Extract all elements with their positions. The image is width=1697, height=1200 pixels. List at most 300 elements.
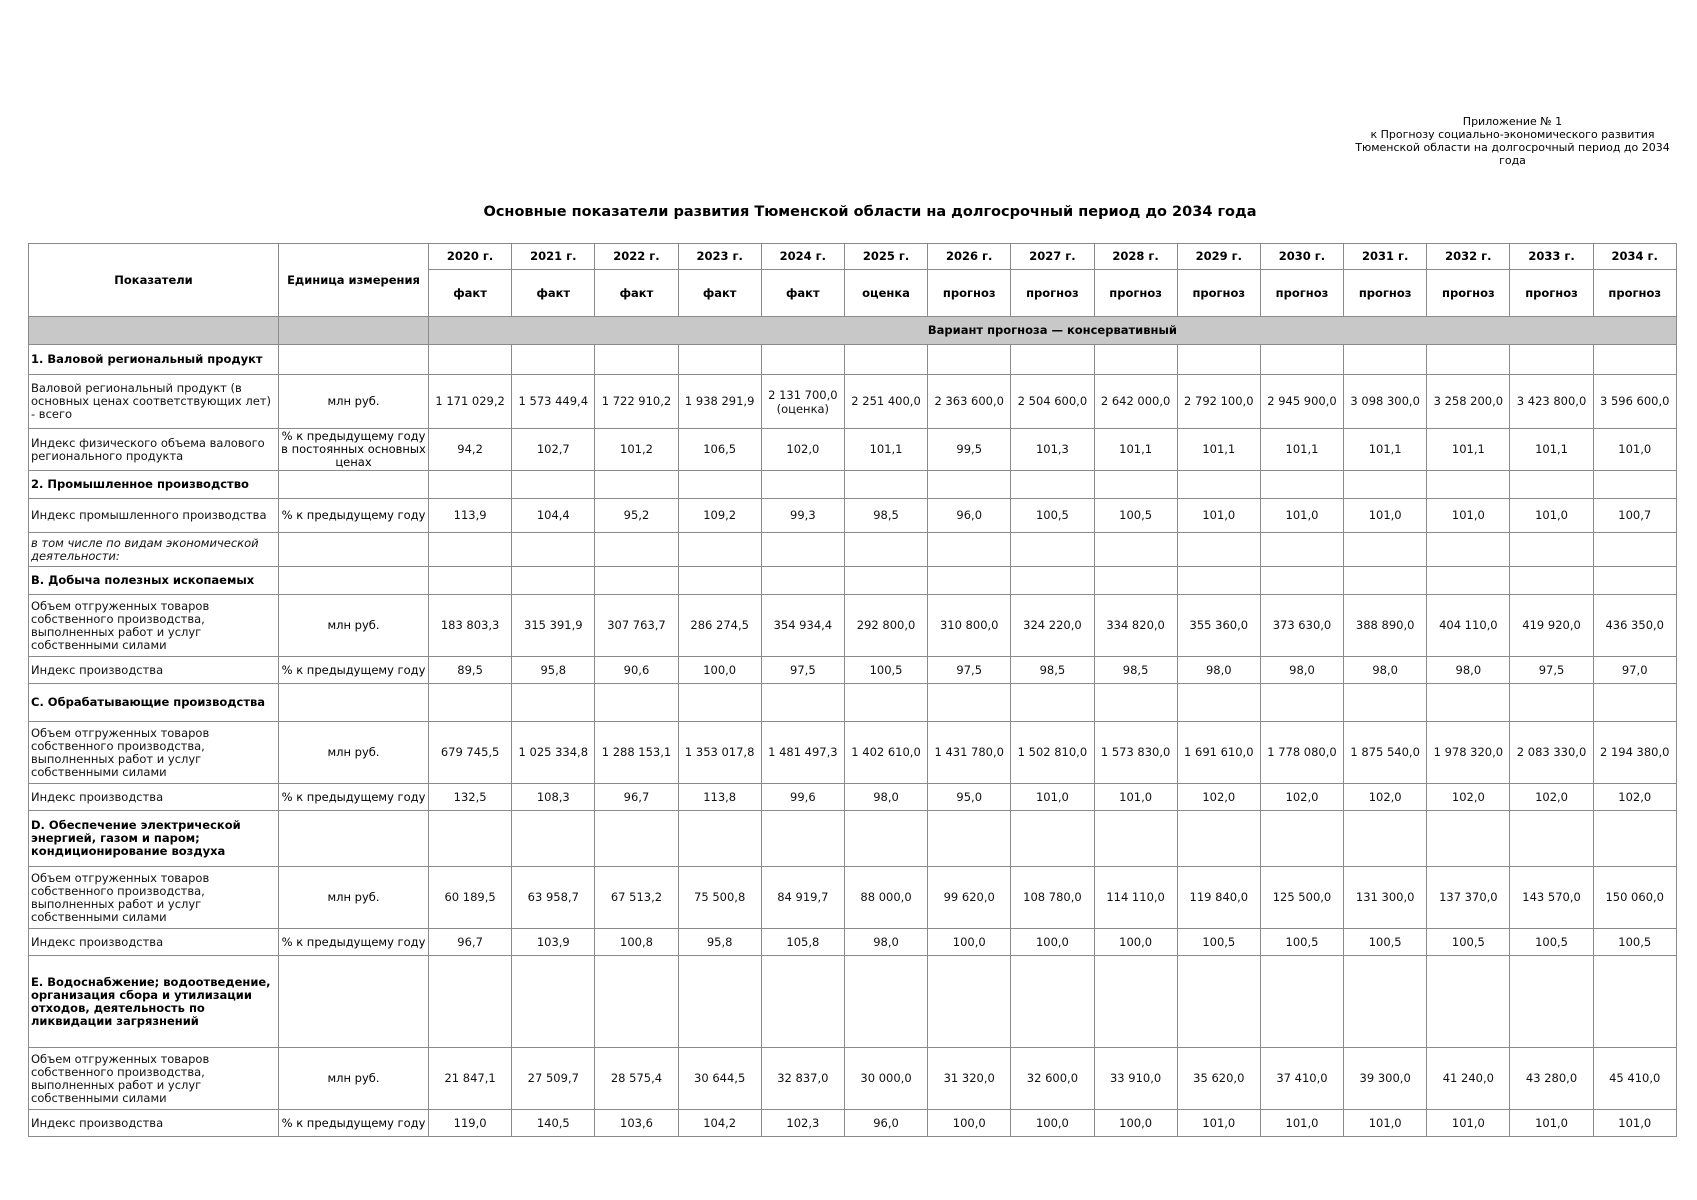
- empty-cell: [678, 345, 761, 375]
- unit-cell: млн руб.: [279, 595, 429, 657]
- value-cell: 100,5: [1344, 929, 1427, 956]
- empty-cell: [512, 811, 595, 867]
- value-cell: 94,2: [429, 429, 512, 471]
- value-cell: 101,1: [1094, 429, 1177, 471]
- value-cell: 32 600,0: [1011, 1048, 1094, 1110]
- empty-cell: [279, 956, 429, 1048]
- empty-cell: [678, 567, 761, 595]
- value-cell: 1 431 780,0: [928, 722, 1011, 784]
- appendix-line-1: Приложение № 1: [1462, 115, 1563, 128]
- indicator-label: Объем отгруженных товаров собственного производства, выполненных работ и услуг собственными силами: [29, 595, 279, 657]
- value-cell: 101,1: [1260, 429, 1343, 471]
- value-cell: 97,5: [761, 657, 844, 684]
- value-cell: 2 642 000,0: [1094, 375, 1177, 429]
- value-cell: 108,3: [512, 784, 595, 811]
- section-title: C. Обрабатывающие производства: [29, 684, 279, 722]
- value-cell: 75 500,8: [678, 867, 761, 929]
- value-cell: 39 300,0: [1344, 1048, 1427, 1110]
- value-cell: 98,0: [1344, 657, 1427, 684]
- empty-cell: [279, 684, 429, 722]
- empty-cell: [1094, 471, 1177, 499]
- value-cell: 315 391,9: [512, 595, 595, 657]
- value-cell: 1 481 497,3: [761, 722, 844, 784]
- empty-cell: [1260, 956, 1343, 1048]
- status-header: факт: [429, 270, 512, 317]
- empty-cell: [761, 811, 844, 867]
- value-cell: 102,0: [1593, 784, 1676, 811]
- empty-cell: [1344, 567, 1427, 595]
- value-cell: 2 945 900,0: [1260, 375, 1343, 429]
- empty-cell: [1177, 471, 1260, 499]
- empty-cell: [928, 567, 1011, 595]
- empty-cell: [844, 471, 927, 499]
- value-cell: [678, 533, 761, 567]
- value-cell: 99,6: [761, 784, 844, 811]
- indicator-label: Валовой региональный продукт (в основных ценах соответствующих лет) - всего: [29, 375, 279, 429]
- value-cell: 99,3: [761, 499, 844, 533]
- value-cell: 101,0: [1260, 1110, 1343, 1137]
- value-cell: 90,6: [595, 657, 678, 684]
- empty-cell: [1427, 567, 1510, 595]
- value-cell: 45 410,0: [1593, 1048, 1676, 1110]
- status-header: прогноз: [1344, 270, 1427, 317]
- empty-cell: [512, 956, 595, 1048]
- value-cell: [1344, 533, 1427, 567]
- indicator-row: [29, 429, 1677, 471]
- indicator-row: [29, 595, 1677, 657]
- value-cell: 3 423 800,0: [1510, 375, 1593, 429]
- empty-cell: [1094, 567, 1177, 595]
- year-header: 2033 г.: [1510, 244, 1593, 270]
- indicator-row: [29, 784, 1677, 811]
- section-row: [29, 956, 1677, 1048]
- value-cell: 102,0: [1177, 784, 1260, 811]
- empty-cell: [1510, 345, 1593, 375]
- value-cell: 102,0: [1510, 784, 1593, 811]
- empty-cell: [429, 811, 512, 867]
- value-cell: [1011, 533, 1094, 567]
- empty-cell: [429, 956, 512, 1048]
- empty-cell: [1344, 684, 1427, 722]
- value-cell: [1177, 533, 1260, 567]
- value-cell: 100,5: [1094, 499, 1177, 533]
- status-header: прогноз: [1510, 270, 1593, 317]
- value-cell: 1 402 610,0: [844, 722, 927, 784]
- value-cell: 355 360,0: [1177, 595, 1260, 657]
- empty-cell: [1011, 471, 1094, 499]
- value-cell: 101,0: [1427, 1110, 1510, 1137]
- empty-cell: [928, 684, 1011, 722]
- value-cell: 137 370,0: [1427, 867, 1510, 929]
- indicator-column-header: Показатели: [29, 244, 279, 317]
- empty-cell: [1094, 684, 1177, 722]
- value-cell: 41 240,0: [1427, 1048, 1510, 1110]
- indicator-label: Индекс производства: [29, 784, 279, 811]
- value-cell: 373 630,0: [1260, 595, 1343, 657]
- empty-cell: [1510, 811, 1593, 867]
- value-cell: 102,0: [1427, 784, 1510, 811]
- value-cell: 67 513,2: [595, 867, 678, 929]
- value-cell: 43 280,0: [1510, 1048, 1593, 1110]
- value-cell: 292 800,0: [844, 595, 927, 657]
- empty-cell: [928, 471, 1011, 499]
- value-cell: 324 220,0: [1011, 595, 1094, 657]
- variant-blank-cell: [279, 317, 429, 345]
- year-header: 2027 г.: [1011, 244, 1094, 270]
- variant-row: [29, 317, 1677, 345]
- value-cell: 97,5: [928, 657, 1011, 684]
- value-cell: 388 890,0: [1344, 595, 1427, 657]
- value-cell: 100,5: [844, 657, 927, 684]
- value-cell: 101,1: [1344, 429, 1427, 471]
- value-cell: 88 000,0: [844, 867, 927, 929]
- empty-cell: [678, 684, 761, 722]
- empty-cell: [1094, 811, 1177, 867]
- value-cell: 101,0: [1593, 429, 1676, 471]
- value-cell: 101,0: [1427, 499, 1510, 533]
- value-cell: 99,5: [928, 429, 1011, 471]
- empty-cell: [1260, 345, 1343, 375]
- value-cell: 32 837,0: [761, 1048, 844, 1110]
- value-cell: 101,2: [595, 429, 678, 471]
- value-cell: 1 778 080,0: [1260, 722, 1343, 784]
- value-cell: 100,0: [678, 657, 761, 684]
- year-header: 2029 г.: [1177, 244, 1260, 270]
- empty-cell: [928, 956, 1011, 1048]
- status-header: факт: [678, 270, 761, 317]
- value-cell: 101,0: [1593, 1110, 1676, 1137]
- value-cell: 679 745,5: [429, 722, 512, 784]
- empty-cell: [429, 684, 512, 722]
- empty-cell: [761, 956, 844, 1048]
- value-cell: 100,5: [1260, 929, 1343, 956]
- value-cell: 1 573 449,4: [512, 375, 595, 429]
- value-cell: 96,0: [844, 1110, 927, 1137]
- unit-cell: [279, 533, 429, 567]
- indicator-row: [29, 867, 1677, 929]
- appendix-line-2: к Прогнозу социально-экономического развития: [1370, 128, 1655, 141]
- year-header-row: [29, 244, 1677, 270]
- value-cell: 100,8: [595, 929, 678, 956]
- value-cell: 100,5: [1177, 929, 1260, 956]
- value-cell: [1510, 533, 1593, 567]
- unit-cell: % к предыдущему году: [279, 929, 429, 956]
- indicator-label: Индекс физического объема валового регионального продукта: [29, 429, 279, 471]
- value-cell: 101,1: [1510, 429, 1593, 471]
- appendix-note: [1340, 115, 1685, 167]
- status-header: факт: [595, 270, 678, 317]
- value-cell: 102,0: [1260, 784, 1343, 811]
- indicator-label: Объем отгруженных товаров собственного производства, выполненных работ и услуг собственными силами: [29, 722, 279, 784]
- value-cell: 98,0: [844, 784, 927, 811]
- document-title: Основные показатели развития Тюменской области на долгосрочный период до 2034 года: [483, 204, 1257, 220]
- value-cell: 101,3: [1011, 429, 1094, 471]
- value-cell: 2 083 330,0: [1510, 722, 1593, 784]
- value-cell: 98,0: [844, 929, 927, 956]
- empty-cell: [279, 345, 429, 375]
- value-cell: 100,0: [928, 929, 1011, 956]
- section-title: 1. Валовой региональный продукт: [29, 345, 279, 375]
- section-row: [29, 684, 1677, 722]
- value-cell: 21 847,1: [429, 1048, 512, 1110]
- empty-cell: [844, 811, 927, 867]
- value-cell: 100,0: [1094, 1110, 1177, 1137]
- status-header: прогноз: [1427, 270, 1510, 317]
- year-header: 2032 г.: [1427, 244, 1510, 270]
- empty-cell: [1427, 471, 1510, 499]
- empty-cell: [512, 567, 595, 595]
- year-header: 2028 г.: [1094, 244, 1177, 270]
- indicator-label: Индекс производства: [29, 1110, 279, 1137]
- year-header: 2031 г.: [1344, 244, 1427, 270]
- empty-cell: [1510, 684, 1593, 722]
- indicator-row: [29, 657, 1677, 684]
- empty-cell: [1011, 811, 1094, 867]
- empty-cell: [1344, 471, 1427, 499]
- empty-cell: [595, 956, 678, 1048]
- value-cell: 60 189,5: [429, 867, 512, 929]
- value-cell: 310 800,0: [928, 595, 1011, 657]
- value-cell: 404 110,0: [1427, 595, 1510, 657]
- value-cell: [1593, 533, 1676, 567]
- value-cell: 33 910,0: [1094, 1048, 1177, 1110]
- value-cell: 102,7: [512, 429, 595, 471]
- indicator-row: [29, 722, 1677, 784]
- indicator-row: [29, 929, 1677, 956]
- value-cell: 89,5: [429, 657, 512, 684]
- value-cell: 114 110,0: [1094, 867, 1177, 929]
- value-cell: 100,0: [1011, 1110, 1094, 1137]
- value-cell: 2 792 100,0: [1177, 375, 1260, 429]
- empty-cell: [1344, 956, 1427, 1048]
- empty-cell: [844, 345, 927, 375]
- empty-cell: [1094, 345, 1177, 375]
- unit-cell: % к предыдущему году: [279, 1110, 429, 1137]
- value-cell: 96,7: [595, 784, 678, 811]
- empty-cell: [844, 567, 927, 595]
- empty-cell: [1510, 956, 1593, 1048]
- status-header: прогноз: [1177, 270, 1260, 317]
- value-cell: 1 573 830,0: [1094, 722, 1177, 784]
- empty-cell: [1427, 956, 1510, 1048]
- value-cell: 2 194 380,0: [1593, 722, 1676, 784]
- value-cell: 3 258 200,0: [1427, 375, 1510, 429]
- empty-cell: [595, 471, 678, 499]
- value-cell: 113,9: [429, 499, 512, 533]
- value-cell: 1 875 540,0: [1344, 722, 1427, 784]
- value-cell: 98,5: [1094, 657, 1177, 684]
- empty-cell: [1260, 811, 1343, 867]
- value-cell: 35 620,0: [1177, 1048, 1260, 1110]
- value-cell: 101,0: [1094, 784, 1177, 811]
- value-cell: 101,0: [1011, 784, 1094, 811]
- status-header: прогноз: [1011, 270, 1094, 317]
- value-cell: 2 131 700,0 (оценка): [761, 375, 844, 429]
- value-cell: [928, 533, 1011, 567]
- value-cell: 1 978 320,0: [1427, 722, 1510, 784]
- value-cell: 101,0: [1510, 499, 1593, 533]
- value-cell: 109,2: [678, 499, 761, 533]
- year-header: 2023 г.: [678, 244, 761, 270]
- empty-cell: [1177, 956, 1260, 1048]
- empty-cell: [761, 684, 844, 722]
- empty-cell: [512, 345, 595, 375]
- value-cell: 30 644,5: [678, 1048, 761, 1110]
- empty-cell: [1344, 345, 1427, 375]
- value-cell: 101,1: [1177, 429, 1260, 471]
- value-cell: 143 570,0: [1510, 867, 1593, 929]
- empty-cell: [1593, 956, 1676, 1048]
- section-row: [29, 811, 1677, 867]
- value-cell: 100,7: [1593, 499, 1676, 533]
- value-cell: 28 575,4: [595, 1048, 678, 1110]
- empty-cell: [678, 471, 761, 499]
- empty-cell: [429, 345, 512, 375]
- empty-cell: [1011, 956, 1094, 1048]
- empty-cell: [1593, 567, 1676, 595]
- value-cell: 1 288 153,1: [595, 722, 678, 784]
- value-cell: 1 691 610,0: [1177, 722, 1260, 784]
- unit-cell: млн руб.: [279, 1048, 429, 1110]
- value-cell: 100,0: [1094, 929, 1177, 956]
- value-cell: 102,0: [761, 429, 844, 471]
- empty-cell: [1011, 345, 1094, 375]
- appendix-line-3: Тюменской области на долгосрочный период до 2034: [1355, 141, 1670, 154]
- value-cell: 140,5: [512, 1110, 595, 1137]
- value-cell: 2 504 600,0: [1011, 375, 1094, 429]
- value-cell: 419 920,0: [1510, 595, 1593, 657]
- value-cell: 3 098 300,0: [1344, 375, 1427, 429]
- section-row: [29, 471, 1677, 499]
- empty-cell: [1177, 345, 1260, 375]
- value-cell: 97,0: [1593, 657, 1676, 684]
- empty-cell: [512, 471, 595, 499]
- value-cell: 30 000,0: [844, 1048, 927, 1110]
- value-cell: 108 780,0: [1011, 867, 1094, 929]
- unit-cell: % к предыдущему году: [279, 499, 429, 533]
- empty-cell: [1593, 471, 1676, 499]
- empty-cell: [1593, 811, 1676, 867]
- section-title: B. Добыча полезных ископаемых: [29, 567, 279, 595]
- value-cell: 106,5: [678, 429, 761, 471]
- year-header: 2025 г.: [844, 244, 927, 270]
- value-cell: 100,5: [1011, 499, 1094, 533]
- value-cell: 101,1: [844, 429, 927, 471]
- status-header: прогноз: [1593, 270, 1676, 317]
- value-cell: 307 763,7: [595, 595, 678, 657]
- empty-cell: [761, 567, 844, 595]
- indicator-label: Объем отгруженных товаров собственного производства, выполненных работ и услуг собственными силами: [29, 867, 279, 929]
- value-cell: 354 934,4: [761, 595, 844, 657]
- value-cell: 104,4: [512, 499, 595, 533]
- indicator-row: [29, 533, 1677, 567]
- value-cell: 436 350,0: [1593, 595, 1676, 657]
- status-header: факт: [761, 270, 844, 317]
- year-header: 2026 г.: [928, 244, 1011, 270]
- indicator-label: в том числе по видам экономической деятельности:: [29, 533, 279, 567]
- status-header: прогноз: [1094, 270, 1177, 317]
- status-header: факт: [512, 270, 595, 317]
- indicator-row: [29, 1110, 1677, 1137]
- empty-cell: [429, 471, 512, 499]
- value-cell: 63 958,7: [512, 867, 595, 929]
- value-cell: [844, 533, 927, 567]
- value-cell: 101,0: [1344, 499, 1427, 533]
- value-cell: 27 509,7: [512, 1048, 595, 1110]
- year-header: 2020 г.: [429, 244, 512, 270]
- value-cell: 2 363 600,0: [928, 375, 1011, 429]
- value-cell: 98,0: [1260, 657, 1343, 684]
- unit-cell: % к предыдущему году: [279, 657, 429, 684]
- value-cell: [595, 533, 678, 567]
- value-cell: 95,2: [595, 499, 678, 533]
- value-cell: 84 919,7: [761, 867, 844, 929]
- year-header: 2024 г.: [761, 244, 844, 270]
- empty-cell: [1427, 811, 1510, 867]
- empty-cell: [928, 811, 1011, 867]
- value-cell: 100,0: [928, 1110, 1011, 1137]
- value-cell: 98,5: [1011, 657, 1094, 684]
- value-cell: 101,0: [1510, 1110, 1593, 1137]
- empty-cell: [1260, 684, 1343, 722]
- value-cell: 102,3: [761, 1110, 844, 1137]
- value-cell: 95,8: [678, 929, 761, 956]
- unit-cell: % к предыдущему году в постоянных основных ценах: [279, 429, 429, 471]
- value-cell: 100,5: [1593, 929, 1676, 956]
- empty-cell: [1344, 811, 1427, 867]
- empty-cell: [595, 567, 678, 595]
- value-cell: 1 938 291,9: [678, 375, 761, 429]
- value-cell: 119 840,0: [1177, 867, 1260, 929]
- value-cell: 100,5: [1427, 929, 1510, 956]
- empty-cell: [844, 684, 927, 722]
- value-cell: 150 060,0: [1593, 867, 1676, 929]
- empty-cell: [512, 684, 595, 722]
- empty-cell: [1011, 567, 1094, 595]
- empty-cell: [1510, 567, 1593, 595]
- unit-cell: млн руб.: [279, 375, 429, 429]
- value-cell: 37 410,0: [1260, 1048, 1343, 1110]
- value-cell: 286 274,5: [678, 595, 761, 657]
- value-cell: 2 251 400,0: [844, 375, 927, 429]
- value-cell: [1094, 533, 1177, 567]
- value-cell: 101,1: [1427, 429, 1510, 471]
- value-cell: 1 353 017,8: [678, 722, 761, 784]
- value-cell: 3 596 600,0: [1593, 375, 1676, 429]
- value-cell: [512, 533, 595, 567]
- value-cell: [1260, 533, 1343, 567]
- value-cell: 103,9: [512, 929, 595, 956]
- value-cell: 100,0: [1011, 929, 1094, 956]
- empty-cell: [429, 567, 512, 595]
- empty-cell: [1593, 684, 1676, 722]
- value-cell: 132,5: [429, 784, 512, 811]
- section-title: E. Водоснабжение; водоотведение, организация сбора и утилизации отходов, деятельность по ликвидации загрязнений: [29, 956, 279, 1048]
- empty-cell: [1260, 471, 1343, 499]
- value-cell: 1 722 910,2: [595, 375, 678, 429]
- section-row: [29, 567, 1677, 595]
- unit-column-header: Единица измерения: [279, 244, 429, 317]
- value-cell: 95,8: [512, 657, 595, 684]
- value-cell: 104,2: [678, 1110, 761, 1137]
- indicator-label: Индекс промышленного производства: [29, 499, 279, 533]
- section-title: D. Обеспечение электрической энергией, газом и паром; кондиционирование воздуха: [29, 811, 279, 867]
- empty-cell: [761, 471, 844, 499]
- empty-cell: [1260, 567, 1343, 595]
- empty-cell: [595, 684, 678, 722]
- value-cell: 103,6: [595, 1110, 678, 1137]
- value-cell: [429, 533, 512, 567]
